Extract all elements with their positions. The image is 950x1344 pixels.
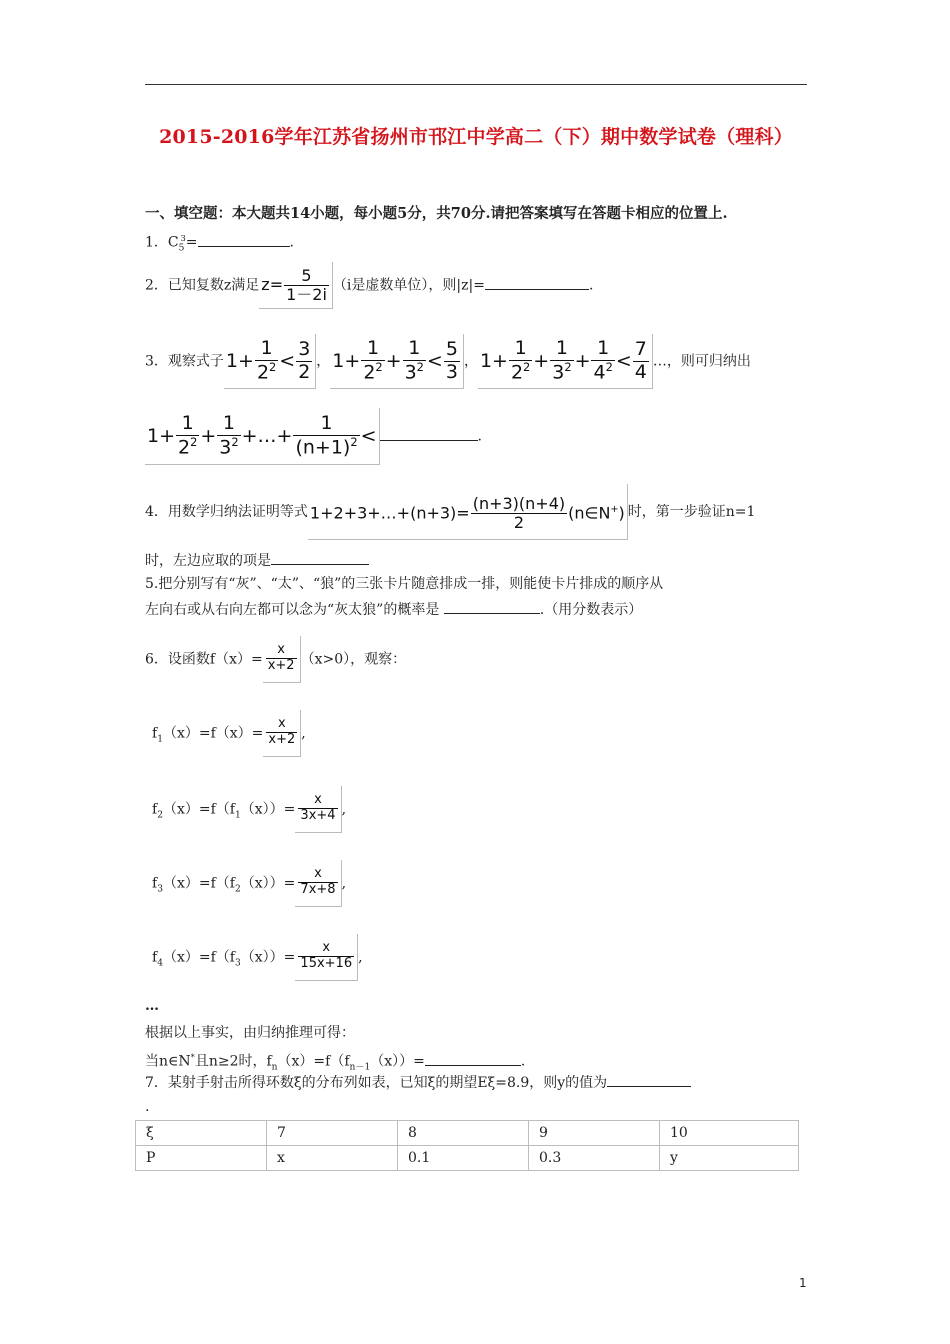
table-cell: x bbox=[267, 1146, 398, 1171]
question-4: 4．用数学归纳法证明等式 1+2+3+…+(n+3)= $\frac{(n+3)(n+4)}{2}$ (n∈N+) 时，第一步验证n=1 bbox=[145, 484, 755, 540]
answer-blank-3[interactable] bbox=[380, 426, 478, 441]
table-cell: ξ bbox=[136, 1121, 267, 1146]
page-number: 1 bbox=[799, 1276, 807, 1290]
question-6-dots: … bbox=[145, 998, 159, 1014]
question-5-line-2: 左向右或从右向左都可以念为“灰太狼”的概率是 .（用分数表示） bbox=[145, 599, 642, 620]
question-1: 1．$C_5^3=$ . bbox=[145, 233, 294, 254]
table-cell: 9 bbox=[529, 1121, 660, 1146]
q3-expr-3: 1+ $\frac{1}{2^2}$ + $\frac{1}{3^2}$ + $\frac{1}{4^2}$ < $\frac{7}{4}$ bbox=[478, 334, 653, 389]
answer-blank-4[interactable] bbox=[271, 550, 369, 565]
question-6-f4: $f_4(x)=f(f_3(x))=$ $\frac{x}{15x+16}$ , bbox=[152, 934, 363, 986]
table-row bbox=[136, 1121, 799, 1146]
question-3-general: 1+ $\frac{1}{2^2}$ + $\frac{1}{3^2}$ +…+ $\frac{1}{(n+1)^2}$ < . bbox=[145, 408, 482, 465]
question-2: 2．已知复数z满足 z= $\frac{5}{1-2i}$ （i是虚数单位），则|z|= . bbox=[145, 262, 593, 309]
question-6-final: 当n∈N*且n≥2时，$f_n(x)=f(f_{n-1}(x))=$ . bbox=[145, 1052, 526, 1073]
q3-general-expr: 1+ $\frac{1}{2^2}$ + $\frac{1}{3^2}$ +…+ $\frac{1}{(n+1)^2}$ < bbox=[145, 408, 380, 465]
question-5: 5.把分别写有“灰”、“太”、“狼”的三张卡片随意排成一排，则能使卡片排成的顺序从 bbox=[145, 576, 664, 592]
answer-blank-6[interactable] bbox=[425, 1051, 521, 1066]
answer-blank-7[interactable] bbox=[607, 1072, 691, 1087]
question-3: 3．观察式子 1+ $\frac{1}{2^2}$ < $\frac{3}{2}$ ， 1+ $\frac{1}{2^2}$ + $\frac{1}{3^2}$ < $\frac{5}{3}$ ， 1+ $\frac{1}{2^2}$ + $\frac{1}{3^2}$ + $\frac{1}{4^2}$ < $\frac{7}{4}$ …，则可归纳出 bbox=[145, 334, 751, 389]
question-7: 7．某射手射击所得环数ξ的分布列如表，已知ξ的期望Eξ=8.9，则y的值为 bbox=[145, 1072, 691, 1093]
table-cell: P bbox=[136, 1146, 267, 1171]
header-rule bbox=[145, 84, 807, 85]
page-title: 2015-2016学年江苏省扬州市邗江中学高二（下）期中数学试卷（理科） bbox=[159, 126, 793, 148]
table-cell: 10 bbox=[660, 1121, 799, 1146]
distribution-table bbox=[135, 1120, 799, 1171]
question-7-line-2: . bbox=[145, 1099, 150, 1115]
question-6-f3: $f_3(x)=f(f_2(x))=$ $\frac{x}{7x+8}$ , bbox=[152, 860, 346, 912]
q4-formula: 1+2+3+…+(n+3)= $\frac{(n+3)(n+4)}{2}$ (n∈N+) bbox=[308, 484, 628, 540]
table-cell: 8 bbox=[398, 1121, 529, 1146]
question-6-conclusion: 根据以上事实，由归纳推理可得： bbox=[145, 1025, 355, 1041]
q3-expr-1: 1+ $\frac{1}{2^2}$ < $\frac{3}{2}$ bbox=[224, 334, 316, 389]
table-row bbox=[136, 1146, 799, 1171]
answer-blank-1[interactable] bbox=[198, 232, 290, 247]
q6-function: $\frac{x}{x+2}$ bbox=[263, 636, 301, 683]
table-cell: 7 bbox=[267, 1121, 398, 1146]
table-cell: y bbox=[660, 1146, 799, 1171]
question-6: 6．设函数f（x）= $\frac{x}{x+2}$ （x>0），观察： bbox=[145, 636, 406, 683]
question-6-f1: $f_1(x)=f(x)=$ $\frac{x}{x+2}$ , bbox=[152, 710, 306, 762]
question-4-line-2: 时，左边应取的项是 bbox=[145, 550, 369, 571]
table-cell: 0.3 bbox=[529, 1146, 660, 1171]
table-cell: 0.1 bbox=[398, 1146, 529, 1171]
section-heading: 一、填空题：本大题共14小题，每小题5分，共70分.请把答案填写在答题卡相应的位置上. bbox=[145, 205, 728, 222]
answer-blank-2[interactable] bbox=[485, 275, 589, 290]
answer-blank-5[interactable] bbox=[444, 599, 540, 614]
q3-expr-2: 1+ $\frac{1}{2^2}$ + $\frac{1}{3^2}$ < $\frac{5}{3}$ bbox=[330, 334, 464, 389]
q2-formula: z= $\frac{5}{1-2i}$ bbox=[259, 262, 333, 309]
question-6-f2: $f_2(x)=f(f_1(x))=$ $\frac{x}{3x+4}$ , bbox=[152, 786, 346, 838]
